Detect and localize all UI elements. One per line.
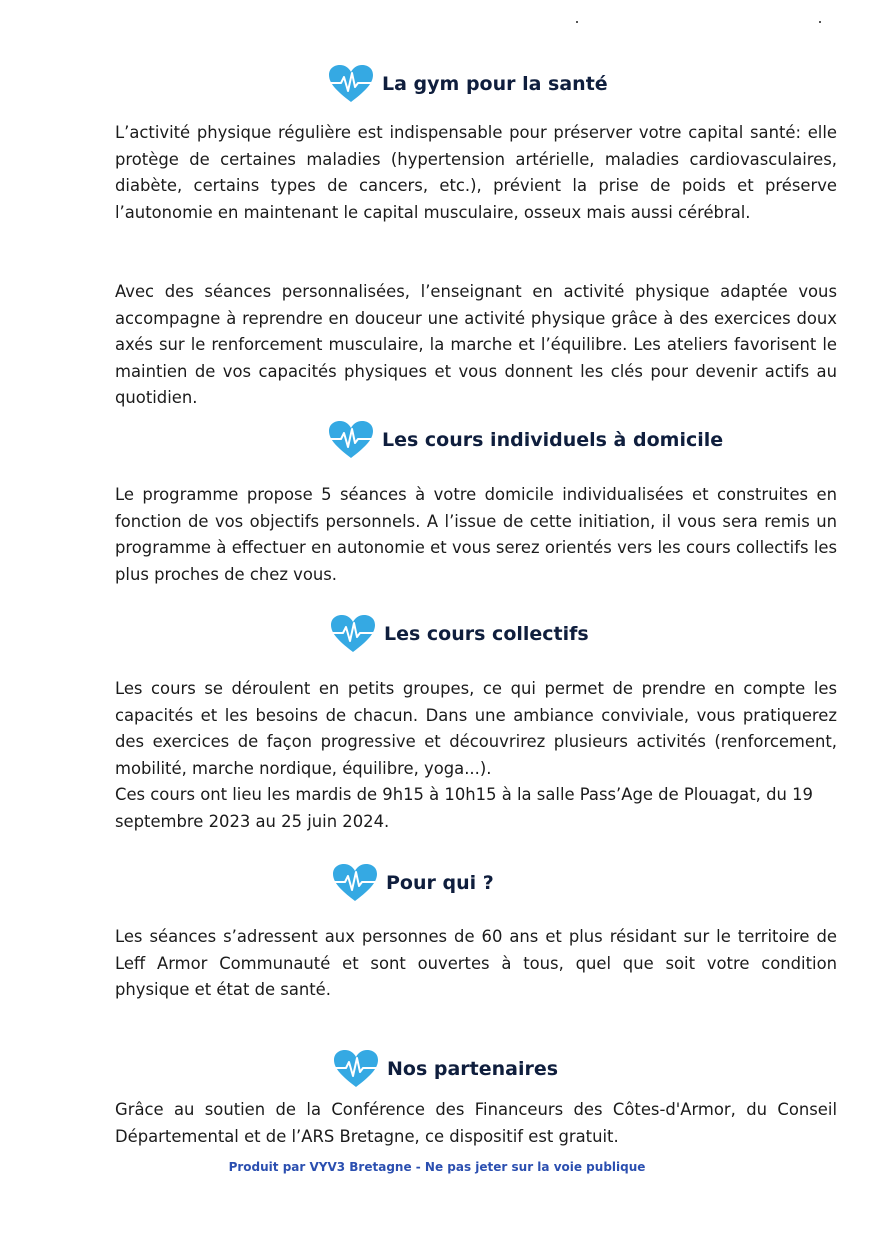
section-body-gym	[115, 120, 837, 226]
section-title-text: Les cours collectifs	[384, 623, 589, 645]
section-title-text: Pour qui ?	[386, 872, 494, 894]
heart-pulse-icon	[330, 614, 376, 654]
section-body-partners	[115, 1097, 837, 1150]
paragraph: Les cours se déroulent en petits groupes, ce qui permet de prendre en compte les capacités et les besoins de chacun. Dans une ambiance conviviale, vous pratiquerez des exercices de façon progressive et découvrirez plusieurs activités (renforcement, mobilité, marche nordique, équilibre, yoga...).	[115, 679, 837, 778]
paragraph: L’activité physique régulière est indispensable pour préserver votre capital santé: elle protège de certaines maladies (hypertension artérielle, maladies cardiovasculaires, diabète, certains types de cancers, etc.), prévient la prise de poids et préserve l’autonomie en maintenant le capital musculaire, osseux mais aussi cérébral.	[115, 123, 837, 222]
heart-pulse-icon	[333, 1049, 379, 1089]
footer-note: Produit par VYV3 Bretagne - Ne pas jeter sur la voie publique	[228, 1160, 646, 1174]
section-title-individual	[328, 420, 723, 460]
heart-pulse-icon	[328, 64, 374, 104]
scan-speck	[576, 21, 578, 23]
paragraph: Le programme propose 5 séances à votre domicile individualisées et construites en fonction de vos objectifs personnels. A l’issue de cette initiation, il vous sera remis un programme à effectuer en autonomie et vous serez orientés vers les cours collectifs les plus proches de chez vous.	[115, 485, 837, 584]
heart-pulse-icon	[332, 863, 378, 903]
section-body-gym-2	[115, 279, 837, 412]
section-body-collective	[115, 676, 837, 835]
section-body-for-whom	[115, 924, 837, 1004]
section-body-individual	[115, 482, 837, 588]
scan-speck	[819, 21, 821, 23]
section-title-gym	[328, 64, 608, 104]
section-title-partners	[333, 1049, 558, 1089]
section-title-text: La gym pour la santé	[382, 73, 608, 95]
paragraph: Ces cours ont lieu les mardis de 9h15 à 10h15 à la salle Pass’Age de Plouagat, du 19 septembre 2023 au 25 juin 2024.	[115, 785, 813, 831]
section-title-collective	[330, 614, 589, 654]
paragraph: Avec des séances personnalisées, l’enseignant en activité physique adaptée vous accompagne à reprendre en douceur une activité physique grâce à des exercices doux axés sur le renforcement musculaire, la marche et l’équilibre. Les ateliers favorisent le maintien de vos capacités physiques et vous donnent les clés pour devenir actifs au quotidien.	[115, 282, 837, 407]
heart-pulse-icon	[328, 420, 374, 460]
paragraph: Grâce au soutien de la Conférence des Financeurs des Côtes-d'Armor, du Conseil Départemental et de l’ARS Bretagne, ce dispositif est gratuit.	[115, 1100, 837, 1146]
paragraph: Les séances s’adressent aux personnes de 60 ans et plus résidant sur le territoire de Leff Armor Communauté et sont ouvertes à tous, quel que soit votre condition physique et état de santé.	[115, 927, 837, 999]
section-title-for-whom	[332, 863, 494, 903]
section-title-text: Nos partenaires	[387, 1058, 559, 1080]
section-title-text: Les cours individuels à domicile	[382, 429, 724, 451]
